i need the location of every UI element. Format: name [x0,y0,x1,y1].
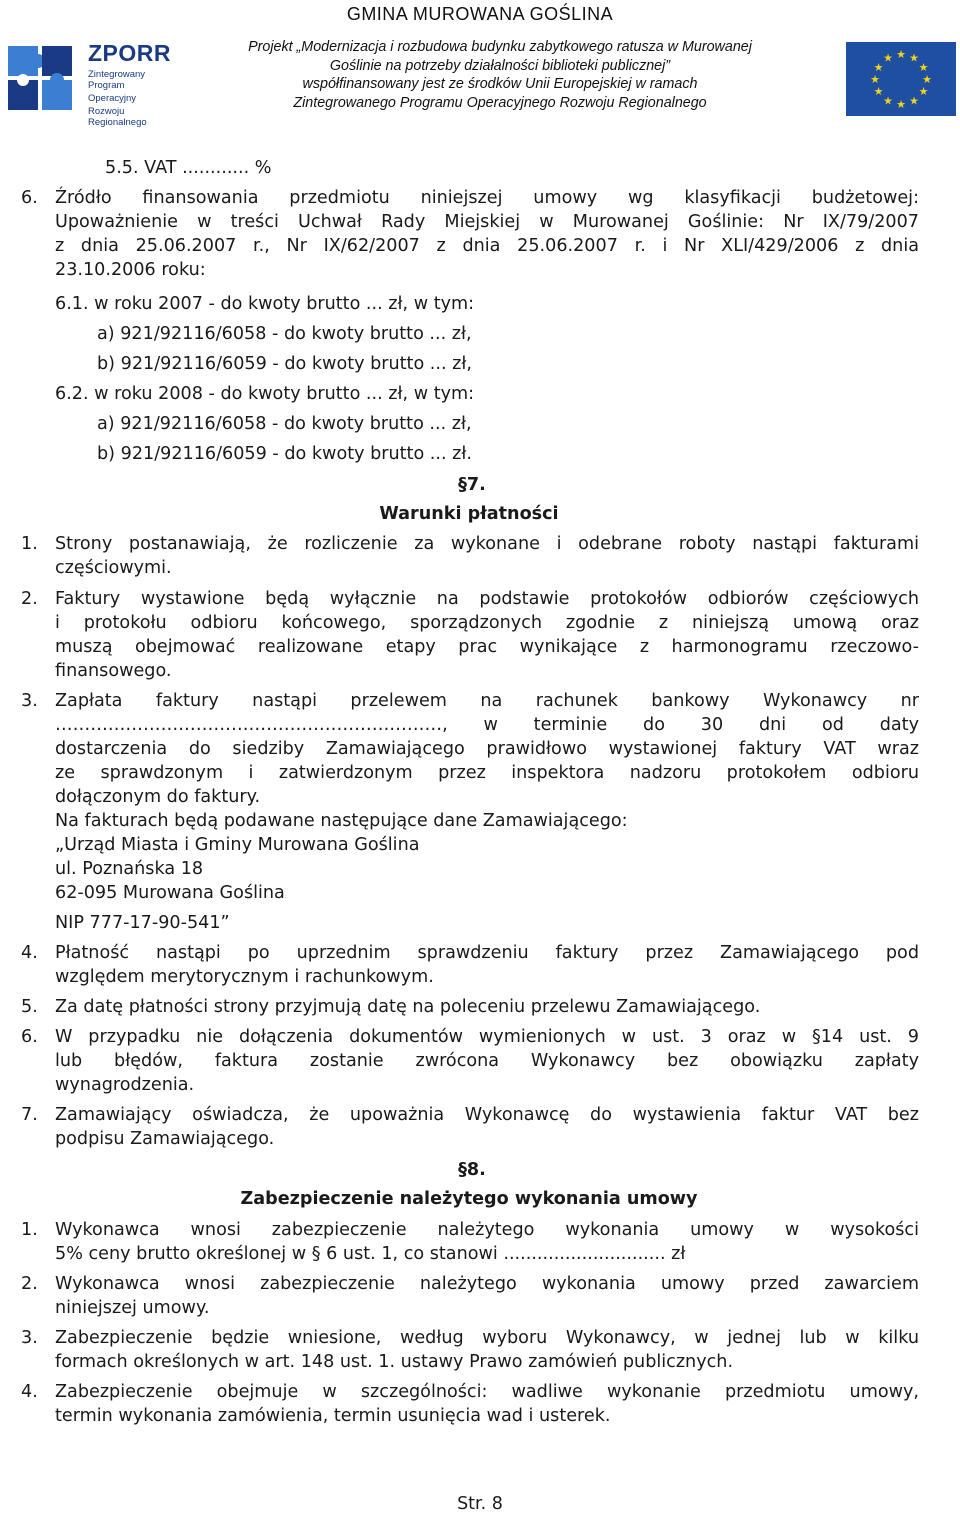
item-number: 6. [21,188,38,208]
page-number: Str. 8 [457,1494,503,1514]
text-line: wynagrodzenia. [55,1075,195,1095]
invoice-data-name: „Urząd Miasta i Gminy Murowana Goślina [55,835,420,855]
svg-text:★: ★ [873,61,884,74]
svg-text:★: ★ [870,73,880,86]
text-line: …………………………………………………………, w terminie do 30 dni od daty [55,715,919,735]
svg-text:★: ★ [909,51,919,65]
text-line: z dnia 25.06.2007 r., Nr IX/62/2007 z dnia 25.06.2007 r. i Nr XLI/429/2006 z dnia [55,236,919,256]
section-8-title: Zabezpieczenie należytego wykonania umowy [240,1189,698,1209]
item-number: 5. [21,997,38,1017]
item-number: 3. [21,1328,38,1348]
text-line: dołączonym do faktury. [55,787,261,807]
subitem-6-1: 6.1. w roku 2007 - do kwoty brutto ... zł, w tym: [55,294,475,314]
invoice-data-intro: Na fakturach będą podawane następujące dane Zamawiającego: [55,811,628,831]
text-line: Faktury wystawione będą wyłącznie na podstawie protokołów odbiorów częściowych [55,589,919,609]
item-number: 4. [21,943,38,963]
text-line: muszą obejmować realizowane etapy prac wynikające z harmonogramu rzeczowo- [55,637,919,657]
invoice-data-city: 62-095 Murowana Goślina [55,883,285,903]
text-line: dostarczenia do siedziby Zamawiającego prawidłowo wystawionej faktury VAT wraz [55,739,919,759]
svg-text:★: ★ [873,85,884,98]
text-line: Za datę płatności strony przyjmują datę na poleceniu przelewu Zamawiającego. [55,997,761,1017]
text-line: W przypadku nie dołączenia dokumentów wymienionych w ust. 3 oraz w §14 ust. 9 [55,1027,919,1047]
text-line: formach określonych w art. 148 ust. 1. ustawy Prawo zamówień publicznych. [55,1352,734,1372]
svg-text:★: ★ [883,94,893,108]
text-line: 23.10.2006 roku: [55,260,206,280]
text-line: częściowymi. [55,558,172,578]
text-line: Wykonawca wnosi zabezpieczenie należytego wykonania umowy przed zawarciem [55,1274,919,1294]
text-line: ze sprawdzonym i zatwierdzonym przez inspektora nadzoru protokołem odbioru [55,763,919,783]
text-line: niniejszej umowy. [55,1298,210,1318]
item-number: 1. [21,1220,38,1240]
zporr-sub-2: Operacyjny [88,93,137,104]
text-line: podpisu Zamawiającego. [55,1129,275,1149]
text-line: Źródło finansowania przedmiotu niniejszej umowy wg klasyfikacji budżetowej: [55,188,919,208]
svg-text:★: ★ [922,73,932,86]
invoice-data-nip: NIP 777-17-90-541” [55,913,230,933]
invoice-data-street: ul. Poznańska 18 [55,859,204,879]
text-line: Zabezpieczenie obejmuje w szczególności: wadliwe wykonanie przedmiotu umowy, [55,1382,919,1402]
text-line: Zabezpieczenie będzie wniesione, według wyboru Wykonawcy, w jednej lub w kilku [55,1328,919,1348]
project-line: Goślinie na potrzeby działalności biblioteki publicznej” [329,57,671,74]
section-7-title: Warunki płatności [379,504,559,524]
zporr-sub-3: Rozwoju Regionalnego [88,106,147,128]
text-line: 5% ceny brutto określonej w § 6 ust. 1, co stanowi ............................. zł [55,1244,686,1264]
text-line: termin wykonania zamówienia, termin usunięcia wad i usterek. [55,1406,611,1426]
item-number: 7. [21,1105,38,1125]
project-line: Zintegrowanego Programu Operacyjnego Rozwoju Regionalnego [293,94,707,111]
text-line: i protokołu odbioru końcowego, sporządzonych zgodnie z niniejszą umową oraz [55,613,919,633]
svg-text:★: ★ [896,98,906,111]
zporr-title: ZPORR [88,40,171,66]
subitem-6-1-b: b) 921/92116/6059 - do kwoty brutto ... zł, [97,354,473,374]
text-line: lub błędów, faktura zostanie zwrócona Wykonawcy bez obowiązku zapłaty [55,1051,919,1071]
svg-text:★: ★ [883,51,893,65]
text-line: Upoważnienie w treści Uchwał Rady Miejskiej w Murowanej Goślinie: Nr IX/79/2007 [55,212,919,232]
text-line: względem merytorycznym i rachunkowym. [55,967,434,987]
svg-text:★: ★ [909,94,919,108]
item-number: 3. [21,691,38,711]
text-line: Wykonawca wnosi zabezpieczenie należytego wykonania umowy w wysokości [55,1220,919,1240]
section-7-number: §7. [458,475,486,495]
item-number: 2. [21,1274,38,1294]
item-number: 6. [21,1027,38,1047]
text-line: Płatność nastąpi po uprzednim sprawdzeniu faktury przez Zamawiającego pod [55,943,919,963]
section-8-number: §8. [458,1160,486,1180]
item-number: 4. [21,1382,38,1402]
subitem-6-2-b: b) 921/92116/6059 - do kwoty brutto ... zł. [97,444,473,464]
project-line: Projekt „Modernizacja i rozbudowa budynku zabytkowego ratusza w Murowanej [248,39,752,55]
project-line: współfinansowany jest ze środków Unii Europejskiej w ramach [302,76,698,93]
text-line: Strony postanawiają, że rozliczenie za wykonane i odebrane roboty nastąpi fakturami [55,534,919,554]
subitem-6-2-a: a) 921/92116/6058 - do kwoty brutto ... zł, [97,414,472,434]
gmina-title: GMINA MUROWANA GOŚLINA [346,4,614,24]
svg-text:★: ★ [896,48,906,61]
text-line: finansowego. [55,661,172,681]
subitem-6-1-a: a) 921/92116/6058 - do kwoty brutto ... zł, [97,324,472,344]
svg-text:★: ★ [918,85,929,98]
svg-text:★: ★ [918,61,929,74]
subitem-6-2: 6.2. w roku 2008 - do kwoty brutto ... zł, w tym: [55,384,475,404]
text-line: Zamawiający oświadcza, że upoważnia Wykonawcę do wystawienia faktur VAT bez [55,1105,919,1125]
item-number: 2. [21,589,38,609]
vat-line: 5.5. VAT ............ % [105,158,272,178]
item-number: 1. [21,534,38,554]
text-line: Zapłata faktury nastąpi przelewem na rachunek bankowy Wykonawcy nr [55,691,919,711]
zporr-sub-1: Zintegrowany Program [88,69,146,91]
